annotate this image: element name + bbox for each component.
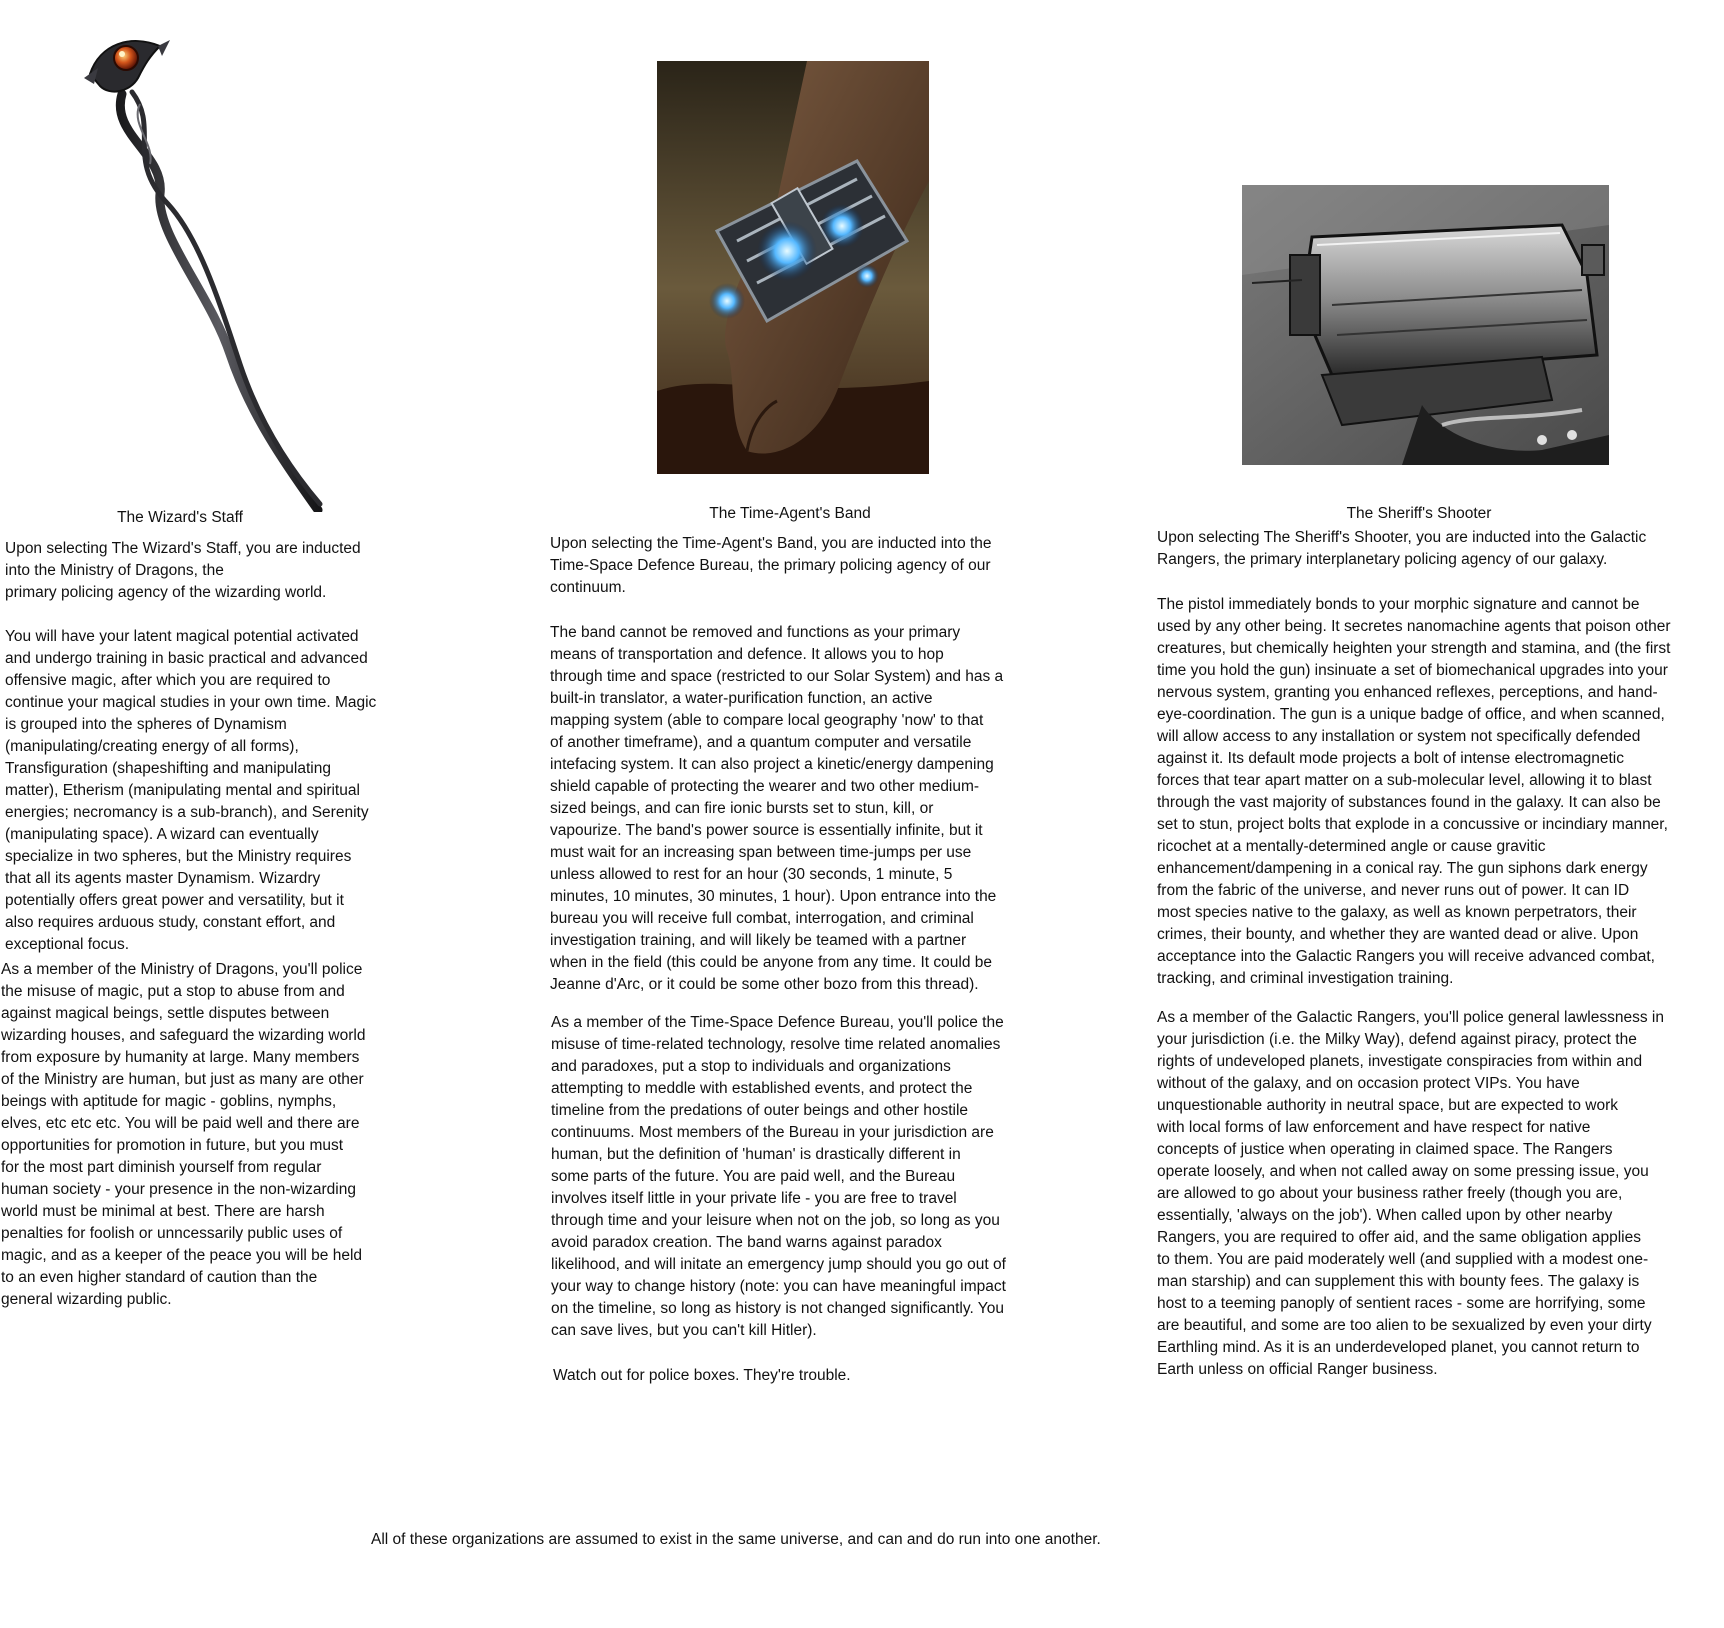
time-agent-band-body: The band cannot be removed and functions as your primary means of transportation and defence. It allows you to hop through time and space (restricted to our Solar System) and has a built-in translator, a water-purification function, an active mapping system (able to compare local geography 'now' to that of another timeframe), and a quantum computer and versatile intefacing system. It can also project a kinetic/energy dampening shield capable of protecting the wearer and two other medium- sized beings, and can fire ionic bursts set to stun, kill, or vapourize. The band's power source is essentially infinite, but it must wait for an increasing span between time-jumps per use unless allowed to rest for an hour (30 seconds, 1 minute, 5 minutes, 10 minutes, 30 minutes, 1 hour). Upon entrance into the bureau you will receive full combat, interrogation, and criminal investigation training, and will likely be teamed with a partner when in the field (this could be anyone from any time. It could be Jeanne d'Arc, or it could be some other bozo from this thread). bbox=[550, 624, 1004, 993]
footer-note: All of these organizations are assumed to exist in the same universe, and can and do run into one another. bbox=[371, 1531, 1101, 1548]
time-agent-band-member: As a member of the Time-Space Defence Bureau, you'll police the misuse of time-related technology, resolve time related anomalies and paradoxes, put a stop to individuals and organizations attempting to meddle with established events, and protect the timeline from the predations of outer beings and other hostile continuums. Most members of the Bureau in your jurisdiction are human, but the definition of 'human' is drastically different in some parts of the future. You are paid well, and the Bureau involves itself little in your private life - you are free to travel through time and your leisure when not on the job, so long as you avoid paradox creation. The band warns against paradox likelihood, and will initate an emergency jump should you go out of your way to change history (note: you can have meaningful impact on the timeline, so long as history is not changed significantly. You can save lives, but you can't kill Hitler). bbox=[551, 1014, 1006, 1339]
sheriff-shooter-body: The pistol immediately bonds to your morphic signature and cannot be used by any other being. It secretes nanomachine agents that poison other creatures, but chemically heighten your strength and stamina, and (the first time you hold the gun) insinuate a set of biomechanical upgrades into your nervous system, granting you enhanced reflexes, perceptions, and hand- eye-coordination. The gun is a unique badge of office, and when scanned, will allow access to any installation or system not specifically defended against it. Its default mode projects a bolt of intense electromagnetic forces that tear apart matter on a sub-molecular level, allowing it to blast through the vast majority of substances found in the galaxy. It can also be set to stun, project bolts that explode in a concussive or incindiary manner, ricochet at a mentally-determined angle or cause gravitic enhancement/dampening in a conical ray. The gun siphons dark energy from the fabric of the universe, and never runs out of power. It can ID most species native to the galaxy, as well as known perpetrators, their crimes, their bounty, and whether they are wanted dead or alive. Upon acceptance into the Galactic Rangers you will receive advanced combat, tracking, and criminal investigation training. bbox=[1157, 596, 1671, 987]
staff-illustration bbox=[70, 34, 330, 512]
sheriff-shooter-intro: Upon selecting The Sheriff's Shooter, you are inducted into the Galactic Rangers, the primary interplanetary policing agency of our galaxy. bbox=[1157, 529, 1647, 568]
time-agent-band-note: Watch out for police boxes. They're trouble. bbox=[553, 1367, 851, 1384]
sheriff-shooter-caption: The Sheriff's Shooter bbox=[1346, 505, 1492, 522]
wizard-staff-image bbox=[70, 34, 330, 512]
time-agent-band-intro: Upon selecting the Time-Agent's Band, you are inducted into the Time-Space Defence Bureau, the primary policing agency of our continuum. bbox=[550, 535, 992, 596]
sheriff-shooter-member: As a member of the Galactic Rangers, you'll police general lawlessness in your jurisdiction (i.e. the Milky Way), defend against piracy, protect the rights of undeveloped planets, investigate conspiracies from within and without of the galaxy, and on occasion protect VIPs. You have unquestionable authority in neutral space, but are expected to work with local forms of law enforcement and have respect for native concepts of justice when operating in claimed space. The Rangers operate loosely, and when not called away on some pressing issue, you are allowed to go about your business rather freely (though you are, essentially, 'always on the job'). When called upon by other nearby Rangers, you are required to offer aid, and the same obligation applies to them. You are paid moderately well (and supplied with a modest one- man starship) and can supplement this with bounty fees. The galaxy is host to a teeming panoply of sentient races - some are horrifying, some are beautiful, and some are too alien to be sexualized by even your dirty Earthling mind. As it is an underdeveloped planet, you cannot return to Earth unless on official Ranger business. bbox=[1157, 1009, 1664, 1378]
time-agent-band-image bbox=[657, 61, 929, 474]
wizard-staff-body: You will have your latent magical potential activated and undergo training in basic practical and advanced offensive magic, after which you are required to continue your magical studies in your own time. Magic is grouped into the spheres of Dynamism (manipulating/creating energy of all forms), Transfiguration (shapeshifting and manipulating matter), Etherism (manipulating mental and spiritual energies; necromancy is a sub-branch), and Serenity (manipulating space). A wizard can eventually specialize in two spheres, but the Ministry requires that all its agents master Dynamism. Wizardry potentially offers great power and versatility, but it also requires arduous study, constant effort, and exceptional focus. bbox=[5, 628, 377, 953]
band-illustration bbox=[657, 61, 929, 474]
shooter-illustration bbox=[1242, 185, 1609, 465]
wizard-staff-caption: The Wizard's Staff bbox=[117, 509, 243, 526]
wizard-staff-member: As a member of the Ministry of Dragons, you'll police the misuse of magic, put a stop to abuse from and against magical beings, settle disputes between wizarding houses, and safeguard the wizarding world from exposure by humanity at large. Many members of the Ministry are human, but just as many are other beings with aptitude for magic - goblins, nymphs, elves, etc etc etc. You will be paid well and there are opportunities for promotion in future, but you must for the most part diminish yourself from regular human society - your presence in the non-wizarding world must be minimal at best. There are harsh penalties for foolish or unncessarily public uses of magic, and as a keeper of the peace you will be held to an even higher standard of caution than the general wizarding public. bbox=[1, 961, 366, 1308]
sheriff-shooter-image bbox=[1242, 185, 1609, 465]
wizard-staff-intro: Upon selecting The Wizard's Staff, you are inducted into the Ministry of Dragons, the primary policing agency of the wizarding world. bbox=[5, 540, 361, 601]
time-agent-band-caption: The Time-Agent's Band bbox=[709, 505, 871, 522]
